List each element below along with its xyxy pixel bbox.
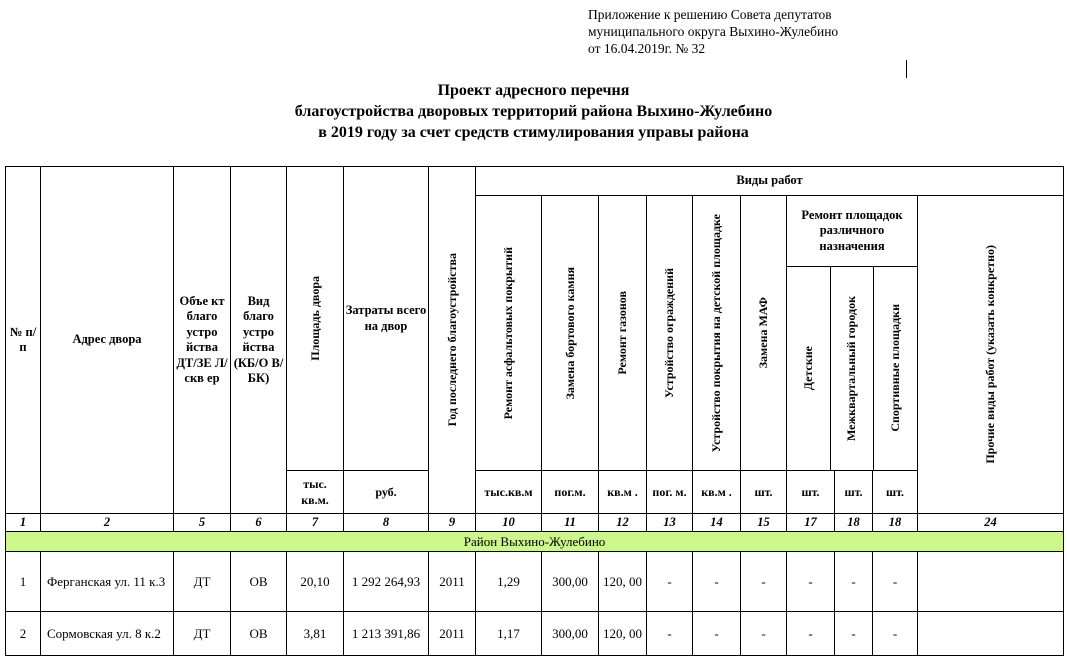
unit-area: тыс. кв.м.	[287, 471, 344, 514]
title-line-1: Проект адресного перечня	[437, 82, 630, 99]
column-numbers-row	[6, 514, 1064, 532]
header-num: № п/п	[6, 167, 41, 514]
district-row: Район Выхино-Жулебино	[6, 532, 1064, 552]
col-number: 5	[174, 514, 231, 532]
header-area	[287, 167, 344, 471]
title-line-3: в 2019 году за счет средств стимулирования управы района	[318, 124, 749, 141]
header-maf	[741, 196, 787, 471]
col-number: 12	[599, 514, 647, 532]
header-sport-text: Спортивные площадки	[888, 304, 903, 433]
header-repair-label: Ремонт площадок различного назначения	[787, 196, 917, 266]
appendix-line-3: от 16.04.2019г. № 32	[588, 41, 706, 56]
row-inter: -	[835, 552, 873, 612]
col-number: 15	[741, 514, 787, 532]
row-year: 2011	[429, 612, 476, 656]
col-number: 18	[835, 514, 873, 532]
table-row	[6, 612, 1064, 656]
title-line-2: благоустройства дворовых территорий района Выхино-Жулебино	[294, 103, 773, 120]
row-maf: -	[741, 612, 787, 656]
header-other	[918, 196, 1064, 514]
appendix-note	[588, 6, 838, 57]
header-maf-text: Замена МАФ	[756, 297, 770, 369]
header-object: Объе кт благо устро йства ДТ/ЗЕ Л/скв ер	[174, 167, 231, 514]
header-other-text: Прочие виды работ (указать конкретно)	[983, 245, 998, 464]
row-area: 20,10	[287, 552, 344, 612]
header-inter-text: Межквартальный городок	[844, 295, 859, 441]
row-type: ОВ	[231, 612, 287, 656]
row-curb: 300,00	[542, 612, 599, 656]
row-inter: -	[835, 612, 873, 656]
col-number: 11	[542, 514, 599, 532]
header-inter	[830, 266, 873, 470]
unit-lawn: кв.м .	[599, 471, 647, 514]
unit-asphalt: тыс.кв.м	[476, 471, 542, 514]
unit-inter: шт.	[835, 471, 873, 514]
row-asphalt: 1,29	[476, 552, 542, 612]
header-cost: Затраты всего на двор	[344, 167, 429, 471]
header-kids-text: Детские	[800, 346, 815, 391]
header-repair-group	[787, 196, 918, 471]
unit-sport: шт.	[873, 471, 918, 514]
table-row	[6, 552, 1064, 612]
row-kids: -	[787, 612, 835, 656]
row-fence: -	[647, 612, 693, 656]
col-number: 14	[693, 514, 741, 532]
header-works: Виды работ	[476, 167, 1064, 196]
row-other	[918, 612, 1064, 656]
header-kids	[787, 266, 830, 470]
header-asphalt-text: Ремонт асфальтовых покрытий	[501, 246, 515, 420]
col-number: 2	[41, 514, 174, 532]
row-lawn: 120, 00	[599, 552, 647, 612]
header-playground-cover	[693, 196, 741, 471]
header-area-text: Площадь двора	[307, 276, 322, 361]
header-fence-text: Устройство ограждений	[662, 267, 676, 399]
col-number: 13	[647, 514, 693, 532]
row-maf: -	[741, 552, 787, 612]
header-year	[429, 167, 476, 514]
col-number: 1	[6, 514, 41, 532]
row-curb: 300,00	[542, 552, 599, 612]
unit-playground-cover: кв.м .	[693, 471, 741, 514]
row-num: 2	[6, 612, 41, 656]
header-asphalt	[476, 196, 542, 471]
col-number: 8	[344, 514, 429, 532]
unit-cost: руб.	[344, 471, 429, 514]
row-year: 2011	[429, 552, 476, 612]
row-asphalt: 1,17	[476, 612, 542, 656]
header-year-text: Год последнего благоустройства	[444, 253, 459, 427]
row-area: 3,81	[287, 612, 344, 656]
header-address: Адрес двора	[41, 167, 174, 514]
text-cursor	[906, 60, 907, 78]
header-fence	[647, 196, 693, 471]
row-num: 1	[6, 552, 41, 612]
row-fence: -	[647, 552, 693, 612]
header-lawn	[599, 196, 647, 471]
row-other	[918, 552, 1064, 612]
header-curb	[542, 196, 599, 471]
header-curb-text: Замена бортового камня	[562, 266, 577, 400]
appendix-line-1: Приложение к решению Совета депутатов	[588, 7, 832, 22]
row-sport: -	[873, 612, 918, 656]
row-cover: -	[693, 612, 741, 656]
header-type: Вид благо устро йства (КБ/О В/БК)	[231, 167, 287, 514]
row-kids: -	[787, 552, 835, 612]
col-number: 18	[873, 514, 918, 532]
document-title	[0, 80, 1067, 143]
appendix-line-2: муниципального округа Выхино-Жулебино	[588, 24, 839, 39]
row-type: ОВ	[231, 552, 287, 612]
col-number: 17	[787, 514, 835, 532]
header-lawn-text: Ремонт газонов	[615, 291, 629, 375]
row-object: ДТ	[174, 552, 231, 612]
row-lawn: 120, 00	[599, 612, 647, 656]
unit-fence: пог. м.	[647, 471, 693, 514]
row-object: ДТ	[174, 612, 231, 656]
header-playground-cover-text: Устройство покрытия на детской площадке	[709, 213, 723, 453]
col-number: 24	[918, 514, 1064, 532]
col-number: 7	[287, 514, 344, 532]
row-cover: -	[693, 552, 741, 612]
col-number: 6	[231, 514, 287, 532]
unit-maf: шт.	[741, 471, 787, 514]
row-address: Сормовская ул. 8 к.2	[41, 612, 174, 656]
unit-curb: пог.м.	[542, 471, 599, 514]
col-number: 10	[476, 514, 542, 532]
row-cost: 1 213 391,86	[344, 612, 429, 656]
row-cost: 1 292 264,93	[344, 552, 429, 612]
row-sport: -	[873, 552, 918, 612]
header-sport	[874, 266, 917, 470]
repair-subtable	[787, 196, 917, 470]
works-table	[5, 166, 1064, 656]
row-address: Ферганская ул. 11 к.3	[41, 552, 174, 612]
unit-kids: шт.	[787, 471, 835, 514]
col-number: 9	[429, 514, 476, 532]
